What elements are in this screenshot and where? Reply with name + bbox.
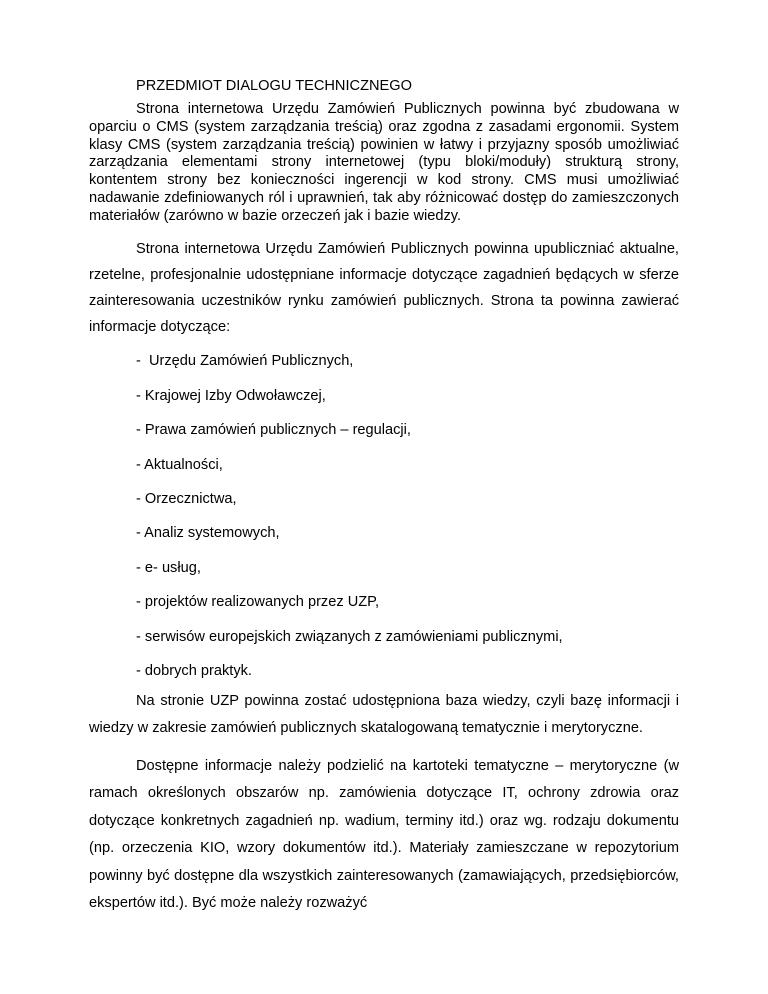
document-body	[89, 78, 679, 918]
paragraph-cms: Strona internetowa Urzędu Zamówień Publicznych powinna być zbudowana w oparciu o CMS (system zarządzania treścią) oraz zgodna z zasadami ergonomii. System klasy CMS (system zarządzania treścią) powinien w łatwy i przyjazny sposób umożliwiać zarządzania elementami strony internetowej (typu bloki/moduły) strukturą strony, kontentem strony bez konieczności ingerencji w kod strony. CMS musi umożliwiać nadawanie zdefiniowanych ról i uprawnień, tak aby różnicować dostęp do zamieszczonych materiałów (zarówno w bazie orzeczeń jak i bazie wiedzy.	[89, 101, 679, 224]
paragraph-website-content: Strona internetowa Urzędu Zamówień Publicznych powinna upubliczniać aktualne, rzetelne, profesjonalnie udostępniane informacje dotyczące zagadnień będących w sferze zainteresowania uczestników rynku zamówień publicznych. Strona ta powinna zawierać informacje dotyczące:	[89, 240, 679, 336]
paragraph-catalogues: Dostępne informacje należy podzielić na kartoteki tematyczne – merytoryczne (w ramach określonych obszarów np. zamówienia dotyczące IT, ochrony zdrowia oraz dotyczące konkretnych zagadnień np. wadium, terminy itd.) oraz wg. rodzaju dokumentu (np. orzeczenia KIO, wzory dokumentów itd.). Materiały zamieszczane w repozytorium powinny być dostępne dla wszystkich zainteresowanych (zamawiających, przedsiębiorców, ekspertów itd.). Być może należy rozważyć	[89, 757, 679, 912]
list-item: - Prawa zamówień publicznych – regulacji,	[136, 422, 411, 439]
paragraph-knowledge-base: Na stronie UZP powinna zostać udostępniona baza wiedzy, czyli bazę informacji i wiedzy w zakresie zamówień publicznych skatalogowaną tematycznie i merytoryczne.	[89, 693, 679, 736]
list-item: - Urzędu Zamówień Publicznych,	[136, 353, 354, 370]
list-item: - Analiz systemowych,	[136, 525, 280, 542]
list-item: - Aktualności,	[136, 456, 223, 473]
list-item: - Orzecznictwa,	[136, 491, 237, 508]
list-item: - dobrych praktyk.	[136, 663, 252, 680]
list-item: - e- usług,	[136, 559, 201, 576]
list-item: - Krajowej Izby Odwoławczej,	[136, 387, 326, 404]
list-item: - projektów realizowanych przez UZP,	[136, 594, 380, 611]
section-heading: PRZEDMIOT DIALOGU TECHNICZNEGO	[136, 78, 412, 94]
topic-list	[89, 344, 679, 688]
list-item: - serwisów europejskich związanych z zamówieniami publicznymi,	[136, 628, 563, 645]
